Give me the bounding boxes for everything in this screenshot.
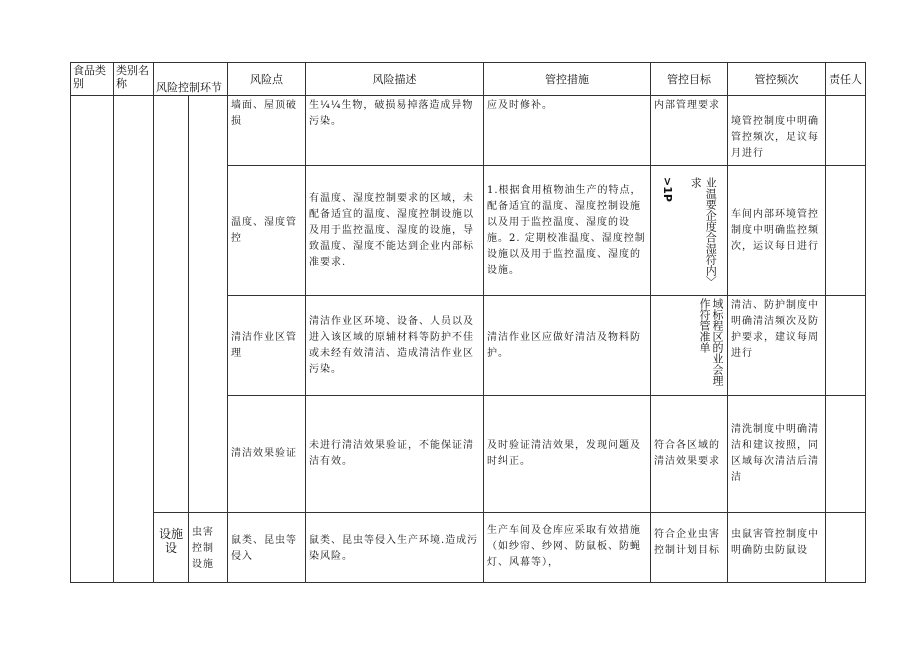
measures-cell: 生产车间及仓库应采取有效措施（如纱帘、纱网、防鼠板、防蝇灯、风幕等）， (484, 513, 651, 583)
control-link-a-cell (154, 96, 189, 513)
header-category-name: 类别名称 (114, 63, 154, 96)
category-name-cell (114, 96, 154, 583)
header-frequency: 管控频次 (728, 63, 826, 96)
risk-point-cell: 墙面、屋顶破损 (228, 96, 306, 166)
header-target: 管控目标 (651, 63, 728, 96)
risk-desc-cell: 清洁作业区环境、设备、人员以及进入该区域的原辅材料等防护不佳或未经有效清洁、造成清洁作业区污染。 (306, 296, 484, 396)
risk-point-cell: 清洁效果验证 (228, 396, 306, 513)
target-cell: 内部管理要求 (651, 96, 728, 166)
risk-desc-cell: 生¼¼生物，破损易掉落造成异物污染。 (306, 96, 484, 166)
header-food-category: 食品类别 (71, 63, 114, 96)
risk-point-cell: 清洁作业区管理 (228, 296, 306, 396)
header-control-link: 风险控制环节 (154, 63, 228, 96)
header-responsible: 责任人 (826, 63, 866, 96)
measures-cell: 清洁作业区应做好清洁及物料防护。 (484, 296, 651, 396)
responsible-cell (826, 166, 866, 296)
control-link-b-cell (189, 96, 228, 513)
risk-point-cell: 温度、湿度管控 (228, 166, 306, 296)
target-vertical-text: 业温要企度合湿符内〉求 (689, 176, 718, 287)
frequency-cell: 车间内部环境管控制度中明确监控频次，运议每日进行 (728, 166, 826, 296)
header-measures: 管控措施 (484, 63, 651, 96)
risk-point-cell: 鼠类、昆虫等侵入 (228, 513, 306, 583)
risk-desc-cell: 鼠类、昆虫等侵入生产环境.造成污染风险。 (306, 513, 484, 583)
header-risk-point: 风险点 (228, 63, 306, 96)
frequency-cell: 清洗制度中明确清洁和建议按照，同区域每次清洁后清洁 (728, 396, 826, 513)
risk-desc-cell: 有温度、湿度控制要求的区域，未配备适宜的温度、湿度控制设施以及用于监控温度、湿度的设施，导致温度、湿度不能达到企业内部标准要求. (306, 166, 484, 296)
control-link-b-cell: 虫害控制设施 (189, 513, 228, 583)
measures-cell: 及时验证清洁效果，发现问题及时纠正。 (484, 396, 651, 513)
target-cell (651, 296, 728, 396)
header-row (71, 63, 866, 96)
target-fragment-text: >1P (660, 176, 674, 202)
risk-control-sheet (70, 62, 865, 568)
measures-cell: 1.根据食用植物油生产的特点，配备适宜的温度、湿度控制设施以及用于监控温度、湿度的设施。2. 定期校准温度、湿度控制设施以及用于监控温度、湿度的设施。 (484, 166, 651, 296)
responsible-cell (826, 396, 866, 513)
target-cell (651, 166, 728, 296)
frequency-cell: 虫鼠害管控制度中明确防虫防鼠设 (728, 513, 826, 583)
target-cell: 符合各区域的清洁效果要求 (651, 396, 728, 513)
table-row (71, 513, 866, 583)
responsible-cell (826, 96, 866, 166)
responsible-cell (826, 513, 866, 583)
risk-control-table (70, 62, 866, 583)
food-category-cell (71, 96, 114, 583)
frequency-cell: 境管控制度中明确管控频次，足议每月进行 (728, 96, 826, 166)
responsible-cell (826, 296, 866, 396)
risk-desc-cell: 未进行清洁效果验证，不能保证清洁有效。 (306, 396, 484, 513)
header-risk-desc: 风险描述 (306, 63, 484, 96)
control-link-a-cell: 设施设 (154, 513, 189, 583)
target-vertical-text: 域标程区的业会理作符管准单 (698, 298, 724, 386)
frequency-cell: 清洁、防护制度中明确清洁频次及防护要求，建议每周进行 (728, 296, 826, 396)
target-cell: 符合企业虫害控制计划目标 (651, 513, 728, 583)
table-row (71, 96, 866, 166)
measures-cell: 应及时修补。 (484, 96, 651, 166)
